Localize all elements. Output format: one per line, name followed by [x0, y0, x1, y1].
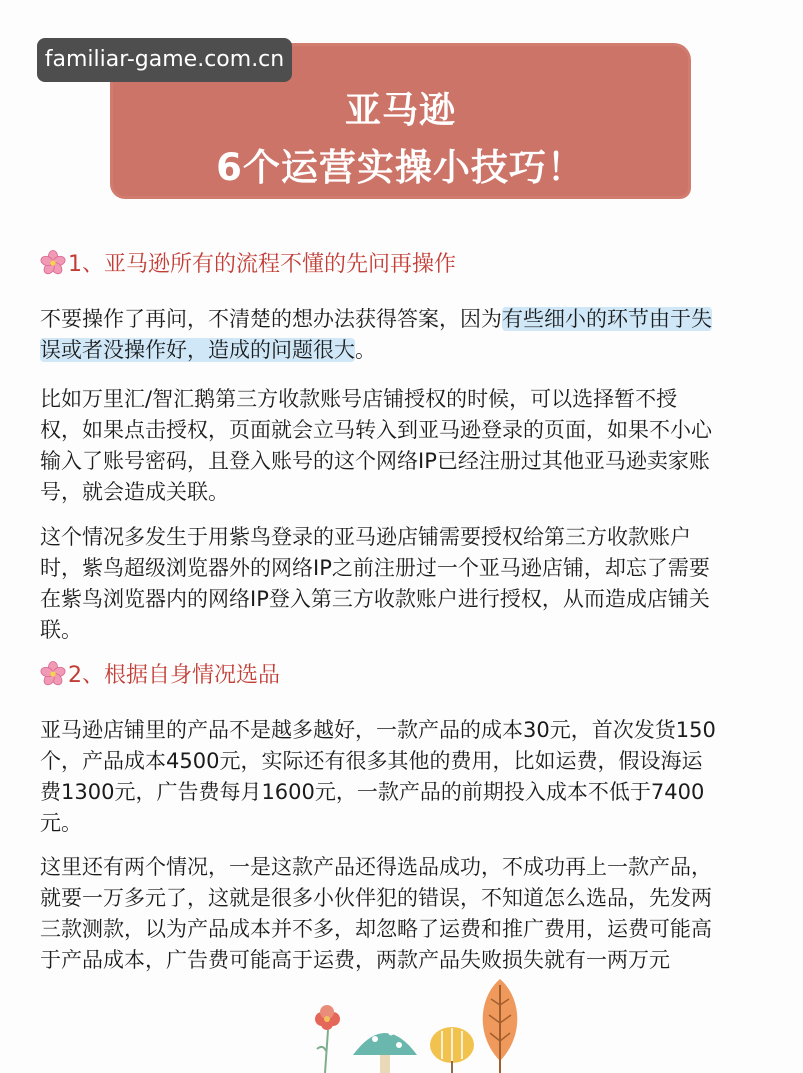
highlighted-text: 误或者没操作好，造成的问题很大 [40, 338, 355, 362]
flower-icon [315, 1005, 340, 1073]
text-line: 元。 [40, 811, 82, 835]
text-line: 个，产品成本4500元，实际还有很多其他的费用，比如运费，假设海运 [40, 749, 703, 773]
text-line: 这个情况多发生于用紫鸟登录的亚马逊店铺需要授权给第三方收款账户 [40, 525, 691, 549]
para-text: 。 [355, 338, 376, 362]
watermark: familiar-game.com.cn [37, 38, 292, 82]
orange-tree-icon [483, 979, 518, 1073]
section-1-heading-text: 1、亚马逊所有的流程不懂的先问再操作 [68, 252, 456, 277]
text-line: 时，紫鸟超级浏览器外的网络IP之前注册过一个亚马逊店铺，却忘了需要 [40, 556, 710, 580]
text-line: 权，如果点击授权，页面就会立马转入到亚马逊登录的页面，如果不小心 [40, 418, 712, 442]
title-line-1: 亚马逊 [344, 90, 456, 131]
title-line-2: 6个运营实操小技巧！ [216, 146, 585, 189]
section-1-paragraph-2 [40, 384, 770, 508]
para-text: 不要操作了再问，不清楚的想办法获得答案，因为 [40, 307, 502, 331]
text-line: 于产品成本，广告费可能高于运费，两款产品失败损失就有一两万元 [40, 948, 670, 972]
plants-mushrooms-illustration [295, 975, 555, 1073]
section-2-heading [40, 661, 280, 690]
text-line: 号，就会造成关联。 [40, 480, 229, 504]
highlighted-text: 有些细小的环节由于失 [502, 307, 712, 331]
cherry-blossom-icon [40, 661, 66, 687]
cherry-blossom-icon [40, 250, 66, 276]
section-1-heading [40, 250, 456, 279]
section-2-heading-text: 2、根据自身情况选品 [68, 663, 280, 688]
mushroom-icon [353, 1031, 417, 1073]
text-line: 这里还有两个情况，一是这款产品还得选品成功，不成功再上一款产品， [40, 855, 712, 879]
text-line: 三款测款，以为产品成本并不多，却忽略了运费和推广费用，运费可能高 [40, 917, 712, 941]
text-line: 联。 [40, 618, 82, 642]
section-2-paragraph-2 [40, 852, 770, 976]
text-line: 就要一万多元了，这就是很多小伙伴犯的错误，不知道怎么选品，先发两 [40, 886, 712, 910]
yellow-bush-icon [430, 1027, 474, 1073]
text-line: 在紫鸟浏览器内的网络IP登入第三方收款账户进行授权，从而造成店铺关 [40, 587, 710, 611]
section-1-paragraph-3 [40, 522, 770, 646]
text-line: 输入了账号密码，且登入账号的这个网络IP已经注册过其他亚马逊卖家账 [40, 449, 710, 473]
text-line: 比如万里汇/智汇鹅第三方收款账号店铺授权的时候，可以选择暂不授 [40, 387, 678, 411]
section-2-paragraph-1 [40, 715, 770, 839]
text-line: 亚马逊店铺里的产品不是越多越好，一款产品的成本30元，首次发货150 [40, 718, 716, 742]
text-line: 费1300元，广告费每月1600元，一款产品的前期投入成本不低于7400 [40, 780, 705, 804]
section-1-paragraph-1 [40, 304, 770, 366]
